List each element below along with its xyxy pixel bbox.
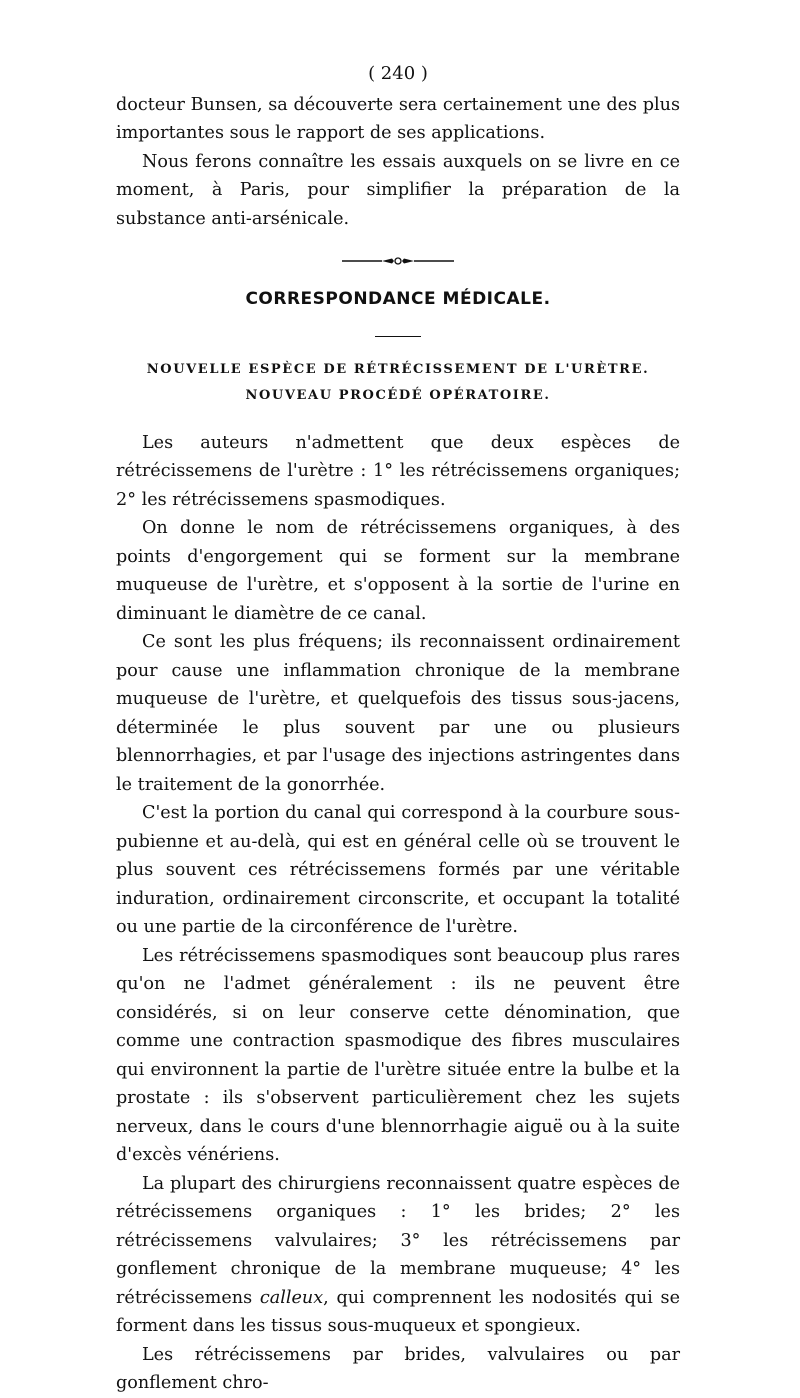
intro-paragraph-2: Nous ferons connaître les essais auxquels on se livre en ce moment, à Paris, pour simplifier la préparation de la substance anti-arsénicale.: [116, 151, 680, 229]
page-number: ( 240 ): [368, 63, 428, 84]
intro-paragraph-1: docteur Bunsen, sa découverte sera certainement une des plus importantes sous le rapport de ses applications.: [116, 94, 680, 143]
decorative-ornament: [116, 255, 680, 267]
article-subtitle-line-2: NOUVEAU PROCÉDÉ OPÉRATOIRE.: [245, 387, 551, 403]
article-body: [116, 429, 680, 1398]
body-paragraph-7: Les rétrécissemens par brides, valvulaires ou par gonflement chro-: [116, 1344, 680, 1393]
paragraph-text-after: , qui comprennent les nodosités qui se forment dans les tissus sous-muqueux et spongieux.: [116, 1287, 681, 1336]
body-paragraph-1: Les auteurs n'admettent que deux espèces de rétrécissemens de l'urètre : 1° les rétrécissemens organiques; 2° les rétrécissemens spasmodiques.: [116, 432, 680, 510]
body-paragraph-5: Les rétrécissemens spasmodiques sont beaucoup plus rares qu'on ne l'admet généralement : ils ne peuvent être considérés, si on leur conserve cette dénomination, que comme une contraction spasmodique des fibres musculaires qui environnent la partie de l'urètre située entre la bulbe et la prostate : ils s'observent particulièrement chez les sujets nerveux, dans le cours d'une blennorrhagie aiguë ou à la suite d'excès vénériens.: [116, 945, 680, 1165]
ornament-divider-icon: [342, 255, 454, 267]
paragraph-text-before: La plupart des chirurgiens reconnaissent quatre espèces de rétrécissemens organiques : 1° les brides; 2° les rétrécissemens valvulaires; 3° les rétrécissemens par gonflement chronique de la membrane muqueuse; 4° les rétrécissemens: [116, 1173, 680, 1308]
body-paragraph-2: On donne le nom de rétrécissemens organiques, à des points d'engorgement qui se forment sur la membrane muqueuse de l'urètre, et s'opposent à la sortie de l'urine en diminuant le diamètre de ce canal.: [116, 518, 680, 624]
body-paragraph-3: Ce sont les plus fréquens; ils reconnaissent ordinairement pour cause une inflammation chronique de la membrane muqueuse de l'urètre, et quelquefois des tissus sous-jacens, déterminée le plus souvent par une ou plusieurs blennorrhagies, et par l'usage des injections astringentes dans le traitement de la gonorrhée.: [116, 632, 680, 795]
body-paragraph-4: C'est la portion du canal qui correspond à la courbure sous-pubienne et au-delà, qui est en général celle où se trouvent le plus souvent ces rétrécissemens formés par une véritable induration, ordinairement circonscrite, et occupant la totalité ou une partie de la circonférence de l'urètre.: [116, 803, 680, 937]
article-subtitle-line-1: NOUVELLE ESPÈCE DE RÉTRÉCISSEMENT DE L'URÈTRE.: [146, 361, 650, 377]
section-title: CORRESPONDANCE MÉDICALE.: [245, 289, 551, 309]
book-page: [116, 60, 680, 1398]
italic-term: calleux: [259, 1287, 324, 1308]
body-paragraph-6: [116, 1170, 680, 1341]
title-rule: [375, 336, 421, 337]
